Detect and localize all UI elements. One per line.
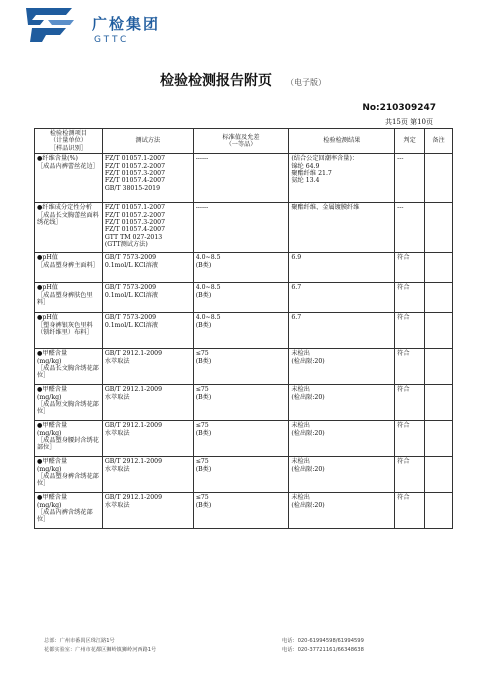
table-row <box>35 253 453 283</box>
standard-line: ≤75 <box>195 458 209 466</box>
result-table <box>34 128 453 529</box>
footer-address: 总部：广州市番禺区珠江路1号 <box>44 638 115 644</box>
standard-line: ≤75 <box>195 494 209 502</box>
item-title: ●pH值 <box>37 314 58 322</box>
item-title: ●pH值 <box>37 254 58 262</box>
cell-remark <box>425 203 453 253</box>
header-method: 测试方法 <box>102 129 193 154</box>
result-line: (检出限:20) <box>291 357 325 365</box>
footer-phone: 电话：020-61994598/61994599 <box>282 638 364 644</box>
header-result: 检验检测结果 <box>289 129 395 154</box>
cell-remark <box>425 493 453 529</box>
item-sample: ［成品短文胸含绣花部位］ <box>37 401 99 416</box>
method-line: 0.1mol/L KCl溶液 <box>104 261 158 269</box>
cell-item <box>35 493 103 529</box>
cell-method <box>102 283 193 313</box>
method-line: FZ/T 01057.1-2007 <box>104 204 166 212</box>
cell-item <box>35 385 103 421</box>
header-item <box>35 129 103 154</box>
standard-line: (B类) <box>195 501 212 509</box>
header-standard-line: （一等品） <box>225 141 257 149</box>
standard-line: (B类) <box>195 261 212 269</box>
cell-method <box>102 385 193 421</box>
method-line: GB/T 38015-2019 <box>104 184 161 192</box>
table-row <box>35 154 453 203</box>
company-logo <box>22 8 182 48</box>
cell-standard <box>193 283 289 313</box>
item-title: ●甲醛含量 <box>37 386 68 394</box>
header-standard <box>193 129 289 154</box>
standard-line: ≤75 <box>195 350 209 358</box>
item-sample: ［成品内裤蕾丝花边］ <box>37 162 99 170</box>
table-row <box>35 421 453 457</box>
cell-standard <box>193 385 289 421</box>
method-line: FZ/T 01057.1-2007 <box>104 155 166 163</box>
item-title: ●甲醛含量 <box>37 350 68 358</box>
item-sample: ［塑身裤银灰色里料（锁纤维里）布料］ <box>37 321 93 337</box>
cell-result <box>289 203 395 253</box>
table-header-row <box>35 129 453 154</box>
method-line: FZ/T 01057.2-2007 <box>104 211 166 219</box>
standard-line: ≤75 <box>195 422 209 430</box>
result-line: 锦纶 64.9 <box>291 162 320 170</box>
table-row <box>35 283 453 313</box>
report-number: No:210309247 <box>362 103 436 113</box>
standard-line: (B类) <box>195 465 212 473</box>
result-line: 未检出 <box>291 458 310 466</box>
item-title: ●纤维成分定性分析 <box>37 204 92 212</box>
cell-item <box>35 154 103 203</box>
standard-line: (B类) <box>195 429 212 437</box>
item-sample: ［成品塑身裤肤色里料］ <box>37 291 93 307</box>
header-item-line: 检验检测项目 <box>49 130 87 137</box>
standard-line: 4.0~8.5 <box>195 314 221 322</box>
result-line: 氨纶 13.4 <box>291 177 320 185</box>
header-item-line: （计量单位） <box>49 137 87 145</box>
cell-judge: --- <box>395 203 425 253</box>
result-line: (检出限:20) <box>291 429 325 437</box>
standard-line: (B类) <box>195 291 212 299</box>
item-unit: (mg/kg) <box>37 501 62 509</box>
cell-result <box>289 283 395 313</box>
cell-remark <box>425 421 453 457</box>
cell-judge: 符合 <box>395 457 425 493</box>
item-title: ●pH值 <box>37 284 58 292</box>
cell-standard <box>193 421 289 457</box>
cell-remark <box>425 385 453 421</box>
method-line: GB/T 2912.1-2009 <box>104 422 162 430</box>
result-line: 6.9 <box>291 254 302 262</box>
cell-judge: 符合 <box>395 283 425 313</box>
cell-judge: 符合 <box>395 313 425 349</box>
item-sample: ［成品内裤含绣花部位］ <box>37 509 93 524</box>
method-line: FZ/T 01057.3-2007 <box>104 170 166 178</box>
standard-line: 4.0~8.5 <box>195 284 221 292</box>
cell-remark <box>425 253 453 283</box>
cell-standard <box>193 457 289 493</box>
standard-line: ≤75 <box>195 386 209 394</box>
cell-standard <box>193 203 289 253</box>
header-judge: 判定 <box>395 129 425 154</box>
item-title: ●甲醛含量 <box>37 458 68 466</box>
cell-remark <box>425 349 453 385</box>
table-row <box>35 349 453 385</box>
cell-item <box>35 457 103 493</box>
cell-standard <box>193 253 289 283</box>
page-info: 共15页 第10页 <box>384 118 433 126</box>
cell-result <box>289 385 395 421</box>
item-sample: ［成品塑身裤含绣花部位］ <box>37 473 99 488</box>
cell-method <box>102 457 193 493</box>
table-row <box>35 313 453 349</box>
item-unit: (mg/kg) <box>37 393 62 401</box>
cell-remark <box>425 313 453 349</box>
item-sample: ［成品塑身裤主面料］ <box>37 261 99 269</box>
method-line: 0.1mol/L KCl溶液 <box>104 321 158 329</box>
method-line: GB/T 7573-2009 <box>104 254 157 262</box>
item-sample: ［成品塑身腰封含绣花部位］ <box>37 437 99 452</box>
method-line: FZ/T 01057.2-2007 <box>104 162 166 170</box>
item-unit: (mg/kg) <box>37 465 62 473</box>
method-line: FZ/T 01057.3-2007 <box>104 219 166 227</box>
cell-item <box>35 203 103 253</box>
result-line: (检出限:20) <box>291 501 325 509</box>
cell-judge: 符合 <box>395 421 425 457</box>
result-line: 未检出 <box>291 386 310 394</box>
cell-judge: 符合 <box>395 385 425 421</box>
table-body <box>35 154 453 529</box>
cell-result <box>289 421 395 457</box>
result-line: 6.7 <box>291 284 302 292</box>
item-sample: ［成品长文胸含绣花部位］ <box>37 365 99 380</box>
cell-standard <box>193 313 289 349</box>
method-line: 水萃取法 <box>104 357 130 365</box>
table-row <box>35 493 453 529</box>
footer-address: 花都实验室：广州市花都区狮岭镇狮岭河西路1号 <box>44 647 157 653</box>
cell-method <box>102 253 193 283</box>
result-line: (结合公定回潮率含量)： <box>291 155 359 163</box>
cell-result <box>289 154 395 203</box>
method-line: 水萃取法 <box>104 465 130 473</box>
result-line: 未检出 <box>291 494 310 502</box>
cell-remark <box>425 283 453 313</box>
gttc-logo-mark-icon <box>22 8 76 42</box>
method-line: 0.1mol/L KCl溶液 <box>104 291 158 299</box>
cell-result <box>289 457 395 493</box>
cell-standard <box>193 493 289 529</box>
result-line: 未检出 <box>291 350 310 358</box>
page-title <box>0 70 486 90</box>
cell-method <box>102 421 193 457</box>
cell-result <box>289 349 395 385</box>
standard-line: (B类) <box>195 357 212 365</box>
cell-judge: --- <box>395 154 425 203</box>
cell-judge: 符合 <box>395 349 425 385</box>
item-sample: ［成品长文胸蕾丝面料绣花线］ <box>37 211 99 227</box>
method-line: FZ/T 01057.4-2007 <box>104 177 166 185</box>
method-line: GB/T 2912.1-2009 <box>104 494 162 502</box>
method-line: GB/T 2912.1-2009 <box>104 458 162 466</box>
footer-phone: 电话：020-37721161/66348638 <box>282 647 364 653</box>
cell-judge: 符合 <box>395 493 425 529</box>
cell-method <box>102 349 193 385</box>
header-standard-line: 标准值及允差 <box>222 133 260 141</box>
cell-method <box>102 313 193 349</box>
cell-result <box>289 253 395 283</box>
table-row <box>35 457 453 493</box>
header-item-line: ［样品识别］ <box>49 144 87 152</box>
item-title: ●甲醛含量 <box>37 422 68 430</box>
method-line: GB/T 7573-2009 <box>104 314 157 322</box>
result-line: 聚酯纤维 21.7 <box>291 170 332 178</box>
cell-standard <box>193 349 289 385</box>
result-line: 聚酯纤维、金属镀膜纤维 <box>291 204 360 212</box>
result-line: (检出限:20) <box>291 465 325 473</box>
method-line: FZ/T 01057.4-2007 <box>104 226 166 234</box>
cell-item <box>35 421 103 457</box>
page-title-text: 检验检测报告附页 <box>160 73 272 89</box>
cell-remark <box>425 457 453 493</box>
cell-result <box>289 493 395 529</box>
cell-method <box>102 493 193 529</box>
footer-phones <box>282 637 364 655</box>
cell-result <box>289 313 395 349</box>
table-row <box>35 385 453 421</box>
cell-item <box>35 283 103 313</box>
table-row <box>35 203 453 253</box>
standard-line: 4.0~8.5 <box>195 254 221 262</box>
result-line: (检出限:20) <box>291 393 325 401</box>
method-line: 水萃取法 <box>104 501 130 509</box>
method-line: 水萃取法 <box>104 393 130 401</box>
item-title: ●纤维含量(%) <box>37 155 78 163</box>
item-unit: (mg/kg) <box>37 357 62 365</box>
footer-addresses <box>44 637 156 655</box>
result-line: 未检出 <box>291 422 310 430</box>
header-remark: 备注 <box>425 129 453 154</box>
cell-remark <box>425 154 453 203</box>
logo-name: 广检集团 <box>92 15 161 33</box>
method-line: GB/T 2912.1-2009 <box>104 386 162 394</box>
method-line: (GTT测试方法) <box>104 241 148 249</box>
cell-standard <box>193 154 289 203</box>
cell-item <box>35 313 103 349</box>
cell-judge: 符合 <box>395 253 425 283</box>
cell-item <box>35 349 103 385</box>
logo-sub: GTTC <box>94 35 130 45</box>
method-line: GTT TM 027-2013 <box>104 233 163 241</box>
cell-method <box>102 154 193 203</box>
cell-item <box>35 253 103 283</box>
standard-line: ------ <box>195 155 209 163</box>
cell-method <box>102 203 193 253</box>
page-title-sub: （电子版） <box>286 78 326 87</box>
item-title: ●甲醛含量 <box>37 494 68 502</box>
method-line: GB/T 7573-2009 <box>104 284 157 292</box>
standard-line: (B类) <box>195 321 212 329</box>
standard-line: (B类) <box>195 393 212 401</box>
result-line: 6.7 <box>291 314 302 322</box>
method-line: GB/T 2912.1-2009 <box>104 350 162 358</box>
item-unit: (mg/kg) <box>37 429 62 437</box>
method-line: 水萃取法 <box>104 429 130 437</box>
standard-line: ------ <box>195 204 209 212</box>
